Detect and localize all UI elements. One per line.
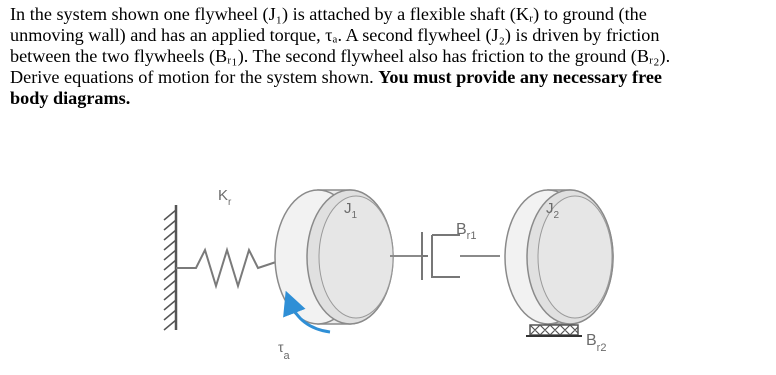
problem-line-1: In the system shown one flywheel (J₁) is attached by a flexible shaft (Kᵣ) to ground (the [10, 4, 647, 24]
problem-line-2: unmoving wall) and has an applied torque, τₐ. A second flywheel (J₂) is driven by friction [10, 25, 660, 45]
torque-label: $\tau_a$ [278, 339, 290, 362]
damper1-label: $B_{r1}$ [456, 221, 477, 242]
ground-wall [164, 205, 176, 330]
flywheel1-label: $J_1$ [344, 200, 358, 221]
flywheel-j1 [275, 190, 393, 324]
flywheel2-label: $J_2$ [546, 200, 560, 221]
damper2-label: $B_{r2}$ [586, 332, 607, 354]
problem-line-4-bold: You must provide any necessary free [378, 67, 662, 87]
spring-label: $K_r$ [218, 187, 232, 208]
problem-line-4-plain: Derive equations of motion for the system shown. [10, 67, 379, 87]
ground-friction-br2 [526, 325, 582, 336]
problem-line-3: between the two flywheels (Bᵣ₁). The second flywheel also has friction to the ground (Bᵣ₂). [10, 46, 671, 66]
problem-line-5-bold: body diagrams. [10, 88, 131, 108]
damper-br1 [422, 232, 500, 280]
